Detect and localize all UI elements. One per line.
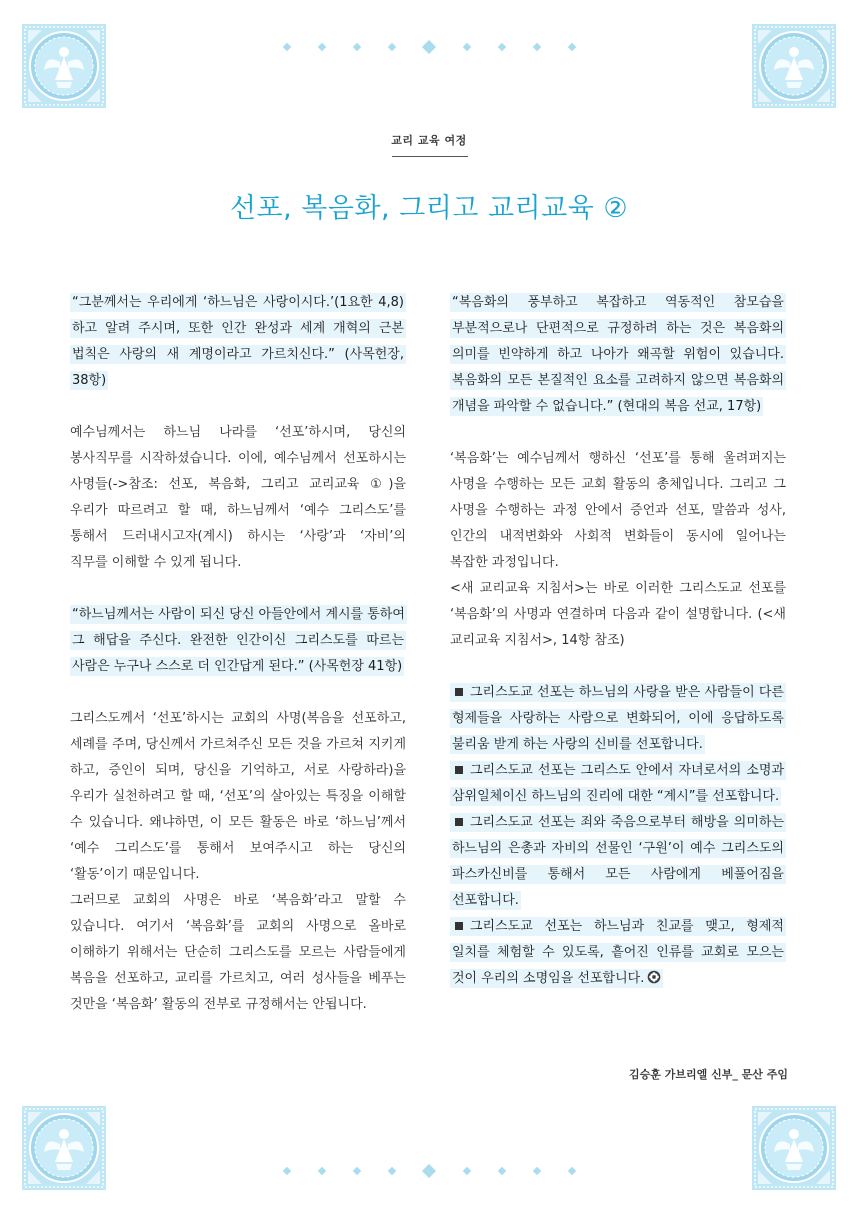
page-title: 선포, 복음화, 그리고 교리교육 ② [229, 193, 629, 224]
paragraph-directory-reference: <새 교리교육 지침서>는 바로 이러한 그리스도교 선포를 ‘복음화’의 사명과 연결하며 다음과 같이 설명합니다. (<새 교리교육 지침서>, 14항 참조) [450, 581, 786, 648]
angel-medallion-icon [752, 24, 836, 108]
list-item: 그리스도교 선포는 그리스도 안에서 자녀로서의 소명과 삼위일체이신 하느님의 진리에 대한 “계시”를 선포합니다. [452, 763, 784, 804]
top-ornament-dots [0, 40, 858, 54]
paragraph-jesus-proclamation: 예수님께서는 하느님 나라를 ‘선포’하시며, 당신의 봉사직무를 시작하셨습니다. 이에, 예수님께서 선포하시는 사명들(->참조: 선포, 복음화, 그리고 교리교육 ①)을 우리가 따르려고 할 때, 하느님께서 ‘예수 그리스도’를 통해서 드러내시고자(계시) 하시는 ‘사랑’과 ‘자비’의 직무를 이해할 수 있게 됩니다. [70, 425, 406, 570]
paragraph-church-mission: 그리스도께서 ‘선포’하시는 교회의 사명(복음을 선포하고, 세례를 주며, 당신께서 가르쳐주신 모든 것을 가르쳐 지키게 하고, 증인이 되며, 당신을 기억하고, 서로 사랑하라)을 우리가 실천하려고 할 때, ‘선포’의 살아있는 특징을 이해할 수 있습니다. 왜냐하면, 이 모든 활동은 바로 ‘하느님’께서 ‘예수 그리스도’를 통해서 보여주시고 하는 당신의 ‘활동’이기 때문입니다. [70, 711, 406, 882]
highlighted-quote: “그분께서는 우리에게 ‘하느님은 사랑이시다.’(1요한 4,8)하고 알려 주시며, 또한 인간 완성과 세계 개혁의 근본 법칙은 사랑의 새 계명이라고 가르치신다.” (사목헌장, 38항) [72, 295, 404, 388]
series-label: 교리 교육 여정 [391, 134, 467, 147]
quote-revelation-in-son [70, 602, 406, 680]
highlighted-quote: “하느님께서는 사람이 되신 당신 아들안에서 계시를 통하여 그 해답을 주신다. 완전한 인간이신 그리스도를 따르는 사람은 누구나 스스로 더 인간답게 된다.” (사목헌장 41항) [72, 607, 405, 674]
square-bullet-icon [455, 922, 463, 930]
square-bullet-icon [455, 818, 463, 826]
quote-evangelii-nuntiandi [450, 290, 786, 420]
left-column [70, 290, 406, 1044]
series-underline [392, 156, 468, 157]
list-item: 그리스도교 선포는 하느님과 친교를 맺고, 형제적 일치를 체험할 수 있도록, 흩어진 인류를 교회로 모으는 것이 우리의 소명임을 선포합니다. [452, 919, 784, 986]
right-column [450, 290, 786, 992]
list-item: 그리스도교 선포는 하느님의 사랑을 받은 사람들이 다른 형제들을 사랑하는 사람으로 변화되어, 이에 응답하도록 불리움 받게 하는 사랑의 신비를 선포합니다. [452, 685, 784, 752]
quote-love-commandment [70, 290, 406, 394]
highlighted-quote: “복음화의 풍부하고 복잡하고 역동적인 참모습을 부분적으로나 단편적으로 규정하려 하는 것은 복음화의 의미를 빈약하게 하고 나아가 왜곡할 위험이 있습니다. 복음화의 모든 본질적인 요소를 고려하지 않으면 복음화의 개념을 파악할 수 없습니다.” (현대의 복음 선교, 17항) [452, 295, 784, 414]
flower-end-icon [647, 970, 661, 984]
paragraph-evangelization-meaning: 그러므로 교회의 사명은 바로 ‘복음화’라고 말할 수 있습니다. 여기서 ‘복음화’를 교회의 사명으로 올바로 이해하기 위해서는 단순히 그리스도를 모르는 사람들에게 복음을 선포하고, 교리를 가르치고, 여러 성사들을 베푸는 것만을 ‘복음화’ 활동의 전부로 규정해서는 안됩니다. [70, 893, 406, 1012]
square-bullet-icon [455, 688, 463, 696]
proclamation-bullet-list [450, 680, 786, 992]
author-credit: 김승훈 가브리엘 신부_ 문산 주임 [629, 1068, 788, 1081]
bottom-ornament-dots [0, 1164, 858, 1178]
square-bullet-icon [455, 766, 463, 774]
paragraph-evangelization-definition: ‘복음화’는 예수님께서 행하신 ‘선포’를 통해 울려퍼지는 사명을 수행하는 모든 교회 활동의 총체입니다. 그리고 그 사명을 수행하는 과정 안에서 증언과 선포, 말씀과 성사, 인간의 내적변화와 사회적 변화들이 동시에 일어나는 복잡한 과정입니다. [450, 451, 786, 570]
angel-medallion-icon [22, 24, 106, 108]
list-item: 그리스도교 선포는 죄와 죽음으로부터 해방을 의미하는 하느님의 은총과 자비의 선물인 ‘구원’이 예수 그리스도의 파스카신비를 통해서 모든 사람에게 베풀어짐을 선포합니다. [452, 815, 784, 908]
